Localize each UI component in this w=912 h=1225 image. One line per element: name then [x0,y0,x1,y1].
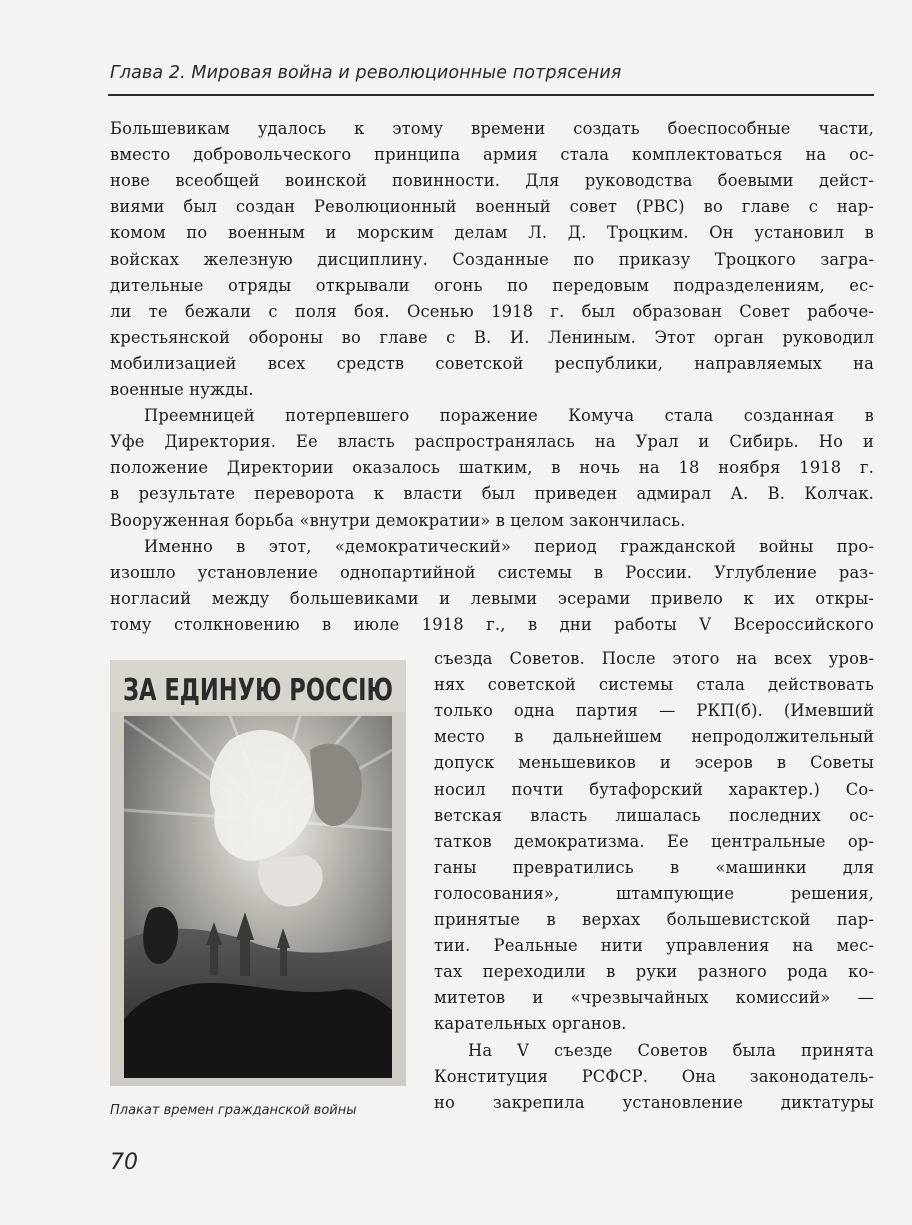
text-line: комом по военным и морским делам Л. Д. Троцким. Он установил в [110,223,874,243]
text-line: принятые в верхах большевистской пар- [434,910,874,929]
text-line: На V съезде Советов была принята [468,1040,874,1060]
text-line: в результате переворота к власти был приведен адмирал А. В. Колчак. [110,484,874,504]
text-line: Большевикам удалось к этому времени создать боеспособные части, [110,119,874,138]
text-line: но закрепила установление диктатуры [434,1092,874,1112]
text-line: крестьянской обороны во главе с В. И. Лениным. Этот орган руководил [110,327,874,347]
text-line: татков демократизма. Ее центральные ор- [434,831,874,851]
text-line: съезда Советов. После этого на всех уров- [434,649,874,668]
figure-caption: Плакат времен гражданской войны [110,1103,357,1118]
text-line: нове всеобщей воинской повинности. Для руководства боевыми дейст- [110,171,874,191]
text-line: тах переходили в руки разного рода ко- [434,962,874,982]
text-line: дительные отряды открывали огонь по передовым подразделениям, ес- [110,275,874,295]
text-line: Уфе Директория. Ее власть распространялась на Урал и Сибирь. Но и [110,432,874,452]
text-line: войсках железную дисциплину. Созданные по приказу Троцкого загра- [110,249,874,269]
text-line: виями был создан Революционный военный совет (РВС) во главе с нар- [110,197,874,217]
text-line: Вооруженная борьба «внутри демократии» в целом закончилась. [110,510,686,530]
text-line: голосования», штампующие решения, [434,883,874,903]
text-line: место в дальнейшем непродолжительный [434,727,874,747]
text-line: Конституция РСФСР. Она законодатель- [434,1066,874,1086]
poster-title: ЗА ЕДИНУЮ РОССІЮ [123,673,393,708]
text-line: митетов и «чрезвычайных комиссий» — [434,988,874,1008]
text-line: допуск меньшевиков и эсеров в Советы [434,753,874,773]
text-line: нях советской системы стала действовать [434,675,874,695]
text-line: Преемницей потерпевшего поражение Комуча стала созданная в [144,406,874,426]
text-line: положение Директории оказалось шатким, в ночь на 18 ноября 1918 г. [110,458,874,478]
text-line: только одна партия — РКП(б). (Имевший [434,701,874,721]
page-number: 70 [110,1150,138,1175]
text-line: ганы превратились в «машинки для [434,857,874,877]
text-line: мобилизацией всех средств советской республики, направляемых на [110,353,874,373]
text-line: Именно в этот, «демократический» период гражданской войны про- [144,536,874,556]
text-line: тии. Реальные нити управления на мес- [434,936,874,956]
text-line: вместо добровольческого принципа армия стала комплектоваться на ос- [110,145,874,165]
chapter-header [108,60,874,96]
text-line: ли те бежали с поля боя. Осенью 1918 г. был образован Совет рабоче- [110,301,874,321]
text-line: носил почти бутафорский характер.) Со- [434,779,874,799]
chapter-title: Глава 2. Мировая война и революционные потрясения [110,63,622,83]
text-line: карательных органов. [434,1014,627,1034]
text-line: изошло установление однопартийной системы в России. Углубление раз- [110,562,874,582]
poster-illustration [110,660,406,1086]
poster-image [110,660,406,1086]
text-line: тому столкновению в июле 1918 г., в дни работы V Всероссийского [110,614,874,634]
text-line: военные нужды. [110,380,254,399]
text-line: ветская власть лишалась последних ос- [434,805,874,825]
text-line: ногласий между большевиками и левыми эсерами привело к их откры- [110,588,874,608]
